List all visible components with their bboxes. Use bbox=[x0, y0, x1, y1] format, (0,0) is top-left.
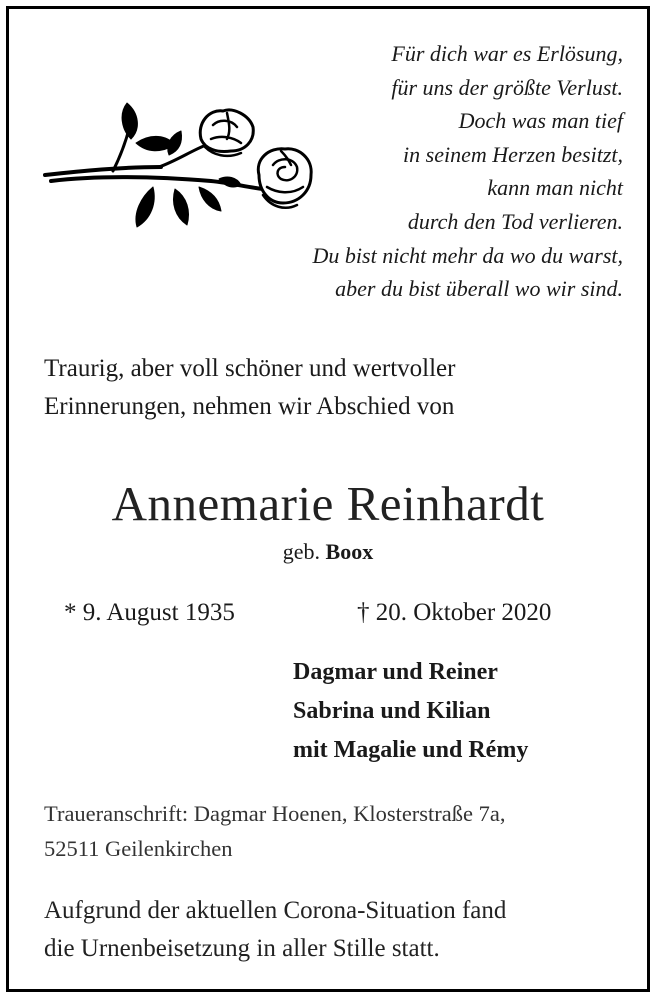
poem-line: aber du bist überall wo wir sind. bbox=[335, 276, 623, 302]
poem-line: Doch was man tief bbox=[458, 108, 623, 134]
poem-line: Für dich war es Erlösung, bbox=[391, 41, 623, 66]
notice-line: die Urnenbeisetzung in aller Stille statt. bbox=[44, 935, 440, 962]
poem bbox=[313, 37, 623, 306]
intro-line: Traurig, aber voll schöner und wertvoller bbox=[44, 355, 456, 382]
death-date: † 20. Oktober 2020 bbox=[357, 599, 552, 626]
deceased-name: Annemarie Reinhardt bbox=[111, 476, 545, 531]
family-line: Sabrina und Kilian bbox=[293, 698, 491, 724]
poem-line: für uns der größte Verlust. bbox=[391, 74, 623, 100]
family-line: Dagmar und Reiner bbox=[293, 659, 498, 685]
notice-line: Aufgrund der aktuellen Corona-Situation fand bbox=[44, 897, 507, 924]
intro-line: Erinnerungen, nehmen wir Abschied von bbox=[44, 393, 455, 420]
family-line: mit Magalie und Rémy bbox=[293, 737, 529, 763]
birth-date: * 9. August 1935 bbox=[64, 599, 235, 626]
obituary-card bbox=[6, 6, 650, 992]
poem-line: in seinem Herzen besitzt, bbox=[403, 141, 623, 167]
birth-name-value: Boox bbox=[325, 539, 374, 564]
rose-icon bbox=[41, 95, 321, 235]
poem-line: kann man nicht bbox=[487, 175, 623, 201]
address-line: 52511 Geilenkirchen bbox=[44, 836, 233, 861]
birth-name-prefix: geb. bbox=[282, 539, 321, 564]
poem-line: Du bist nicht mehr da wo du warst, bbox=[312, 242, 623, 268]
birth-name bbox=[9, 539, 647, 565]
poem-line: durch den Tod verlieren. bbox=[407, 208, 623, 234]
address-line: Traueranschrift: Dagmar Hoenen, Klosterstraße 7a, bbox=[44, 801, 506, 826]
